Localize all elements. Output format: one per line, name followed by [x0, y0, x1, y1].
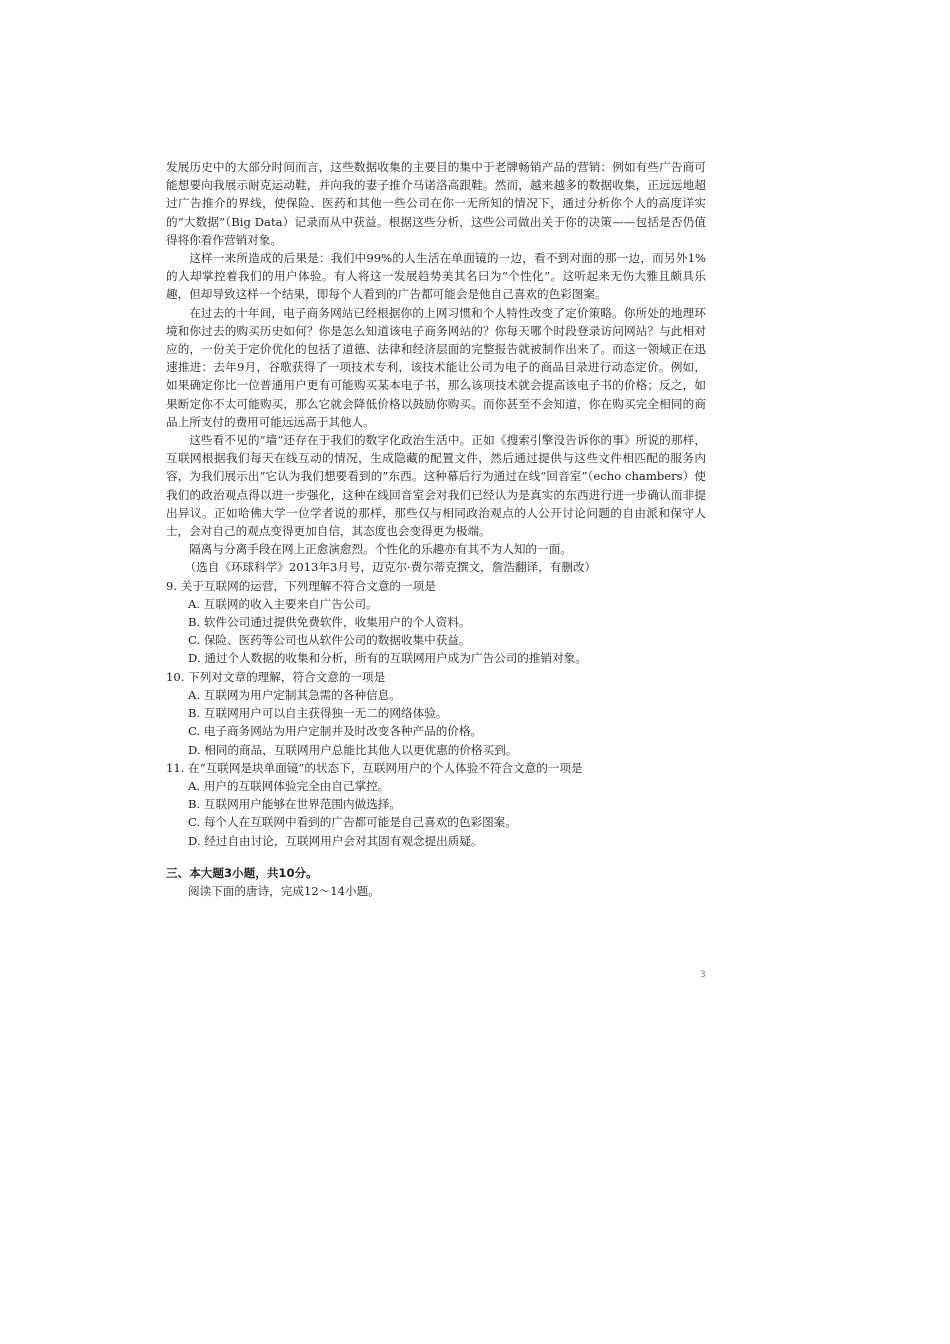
option-list: [166, 777, 706, 850]
option-b: B. 互联网用户能够在世界范围内做选择。: [188, 797, 401, 812]
article-paragraph-3: 在过去的十年间，电子商务网站已经根据你的上网习惯和个人特性改变了定价策略。你所处的地理环境和你过去的购买历史如何？你是怎么知道该电子商务网站的？你每天哪个时段登录访问网站？与此相对应的，一份关于定价优化的包括了道德、法律和经济层面的完整报告就被制作出来了。而这一领域正在迅速推进：去年9月，谷歌获得了一项技术专利，该技术能让公司为电子的商品目录进行动态定价。例如，如果确定你比一位普通用户更有可能购买某本电子书，那么该项技术就会提高该电子书的价格；反之，如果断定你不太可能购买，那么它就会降低价格以鼓励你购买。而你甚至不会知道，你在购买完全相同的商品上所支付的费用可能远远高于其他人。: [166, 305, 706, 429]
option-list: [166, 686, 706, 759]
option-d: D. 通过个人数据的收集和分析，所有的互联网用户成为广告公司的推销对象。: [188, 651, 587, 666]
article-paragraph-2: 这样一来所造成的后果是：我们中99%的人生活在单面镜的一边，看不到对面的那一边，而另外1%的人却掌控着我们的用户体验。有人将这一发展趋势美其名曰为“个性化”。这听起来无伤大雅且颇具乐趣，但却导致这样一个结果，即每个人看到的广告都可能会是他自己喜欢的色彩图案。: [166, 251, 706, 302]
option-b: B. 互联网用户可以自主获得独一无二的网络体验。: [188, 706, 448, 721]
question-10: [166, 668, 706, 759]
option-c: C. 每个人在互联网中看到的广告都可能是自己喜欢的色彩图案。: [188, 815, 517, 830]
question-11: [166, 759, 706, 850]
article-paragraph-4: 这些看不见的“墙”还存在于我们的数字化政治生活中。正如《搜索引擎没告诉你的事》所说的那样，互联网根据我们每天在线互动的情况，生成隐藏的配置文件，然后通过提供与这些文件相匹配的服务内容，为我们展示出“它认为我们想要看到的”东西。这种幕后行为通过在线“回音室”（echo chambers）使我们的政治观点得以进一步强化，这种在线回音室会对我们已经认为是真实的东西进行进一步确认而非提出异议。正如哈佛大学一位学者说的那样，那些仅与相同政治观点的人公开讨论问题的自由派和保守人士，会对自己的观点变得更加自信，其态度也会变得更为极端。: [166, 433, 706, 539]
option-b: B. 软件公司通过提供免费软件，收集用户的个人资料。: [188, 615, 471, 630]
section-heading: 三、本大题3小题，共10分。: [166, 865, 318, 880]
page-content: [166, 158, 706, 900]
article-paragraph-1: 发展历史中的大部分时间而言，这些数据收集的主要目的集中于老牌畅销产品的营销：例如有些广告商可能想要向我展示耐克运动鞋，并向我的妻子推介马诺洛高跟鞋。然而，越来越多的数据收集，正远远地超过广告推介的界线，使保险、医药和其他一些公司在你一无所知的情况下，通过分析你个人的高度详实的“大数据”（Big Data）记录而从中获益。根据这些分析，这些公司做出关于你的决策——包括是否仍值得将你看作营销对象。: [166, 160, 706, 247]
article-paragraph-5: 隔离与分离手段在网上正愈演愈烈。个性化的乐趣亦有其不为人知的一面。: [189, 542, 572, 557]
option-a: A. 用户的互联网体验完全由自己掌控。: [188, 778, 390, 793]
option-c: C. 电子商务网站为用户定制并及时改变各种产品的价格。: [188, 724, 483, 739]
option-d: D. 相同的商品，互联网用户总能比其他人以更优惠的价格买到。: [188, 742, 518, 757]
question-stem: 9. 关于互联网的运营，下列理解不符合文意的一项是: [166, 578, 436, 593]
option-c: C. 保险、医药等公司也从软件公司的数据收集中获益。: [188, 633, 471, 648]
option-d: D. 经过自由讨论，互联网用户会对其固有观念提出质疑。: [188, 833, 483, 848]
page-number: 3: [700, 970, 706, 980]
option-a: A. 互联网为用户定制其急需的各种信息。: [188, 687, 401, 702]
option-a: A. 互联网的收入主要来自广告公司。: [188, 596, 378, 611]
question-stem: 10. 下列对文章的理解，符合文意的一项是: [166, 669, 386, 684]
option-list: [166, 595, 706, 668]
section-instruction: 阅读下面的唐诗，完成12～14小题。: [188, 883, 380, 898]
article-source: （选自《环球科学》2013年3月号，迈克尔·费尔蒂克撰文，詹浩翻译，有删改）: [184, 560, 597, 575]
question-stem: 11. 在“互联网是块单面镜”的状态下，互联网用户的个人体验不符合文意的一项是: [166, 760, 583, 775]
question-9: [166, 577, 706, 668]
